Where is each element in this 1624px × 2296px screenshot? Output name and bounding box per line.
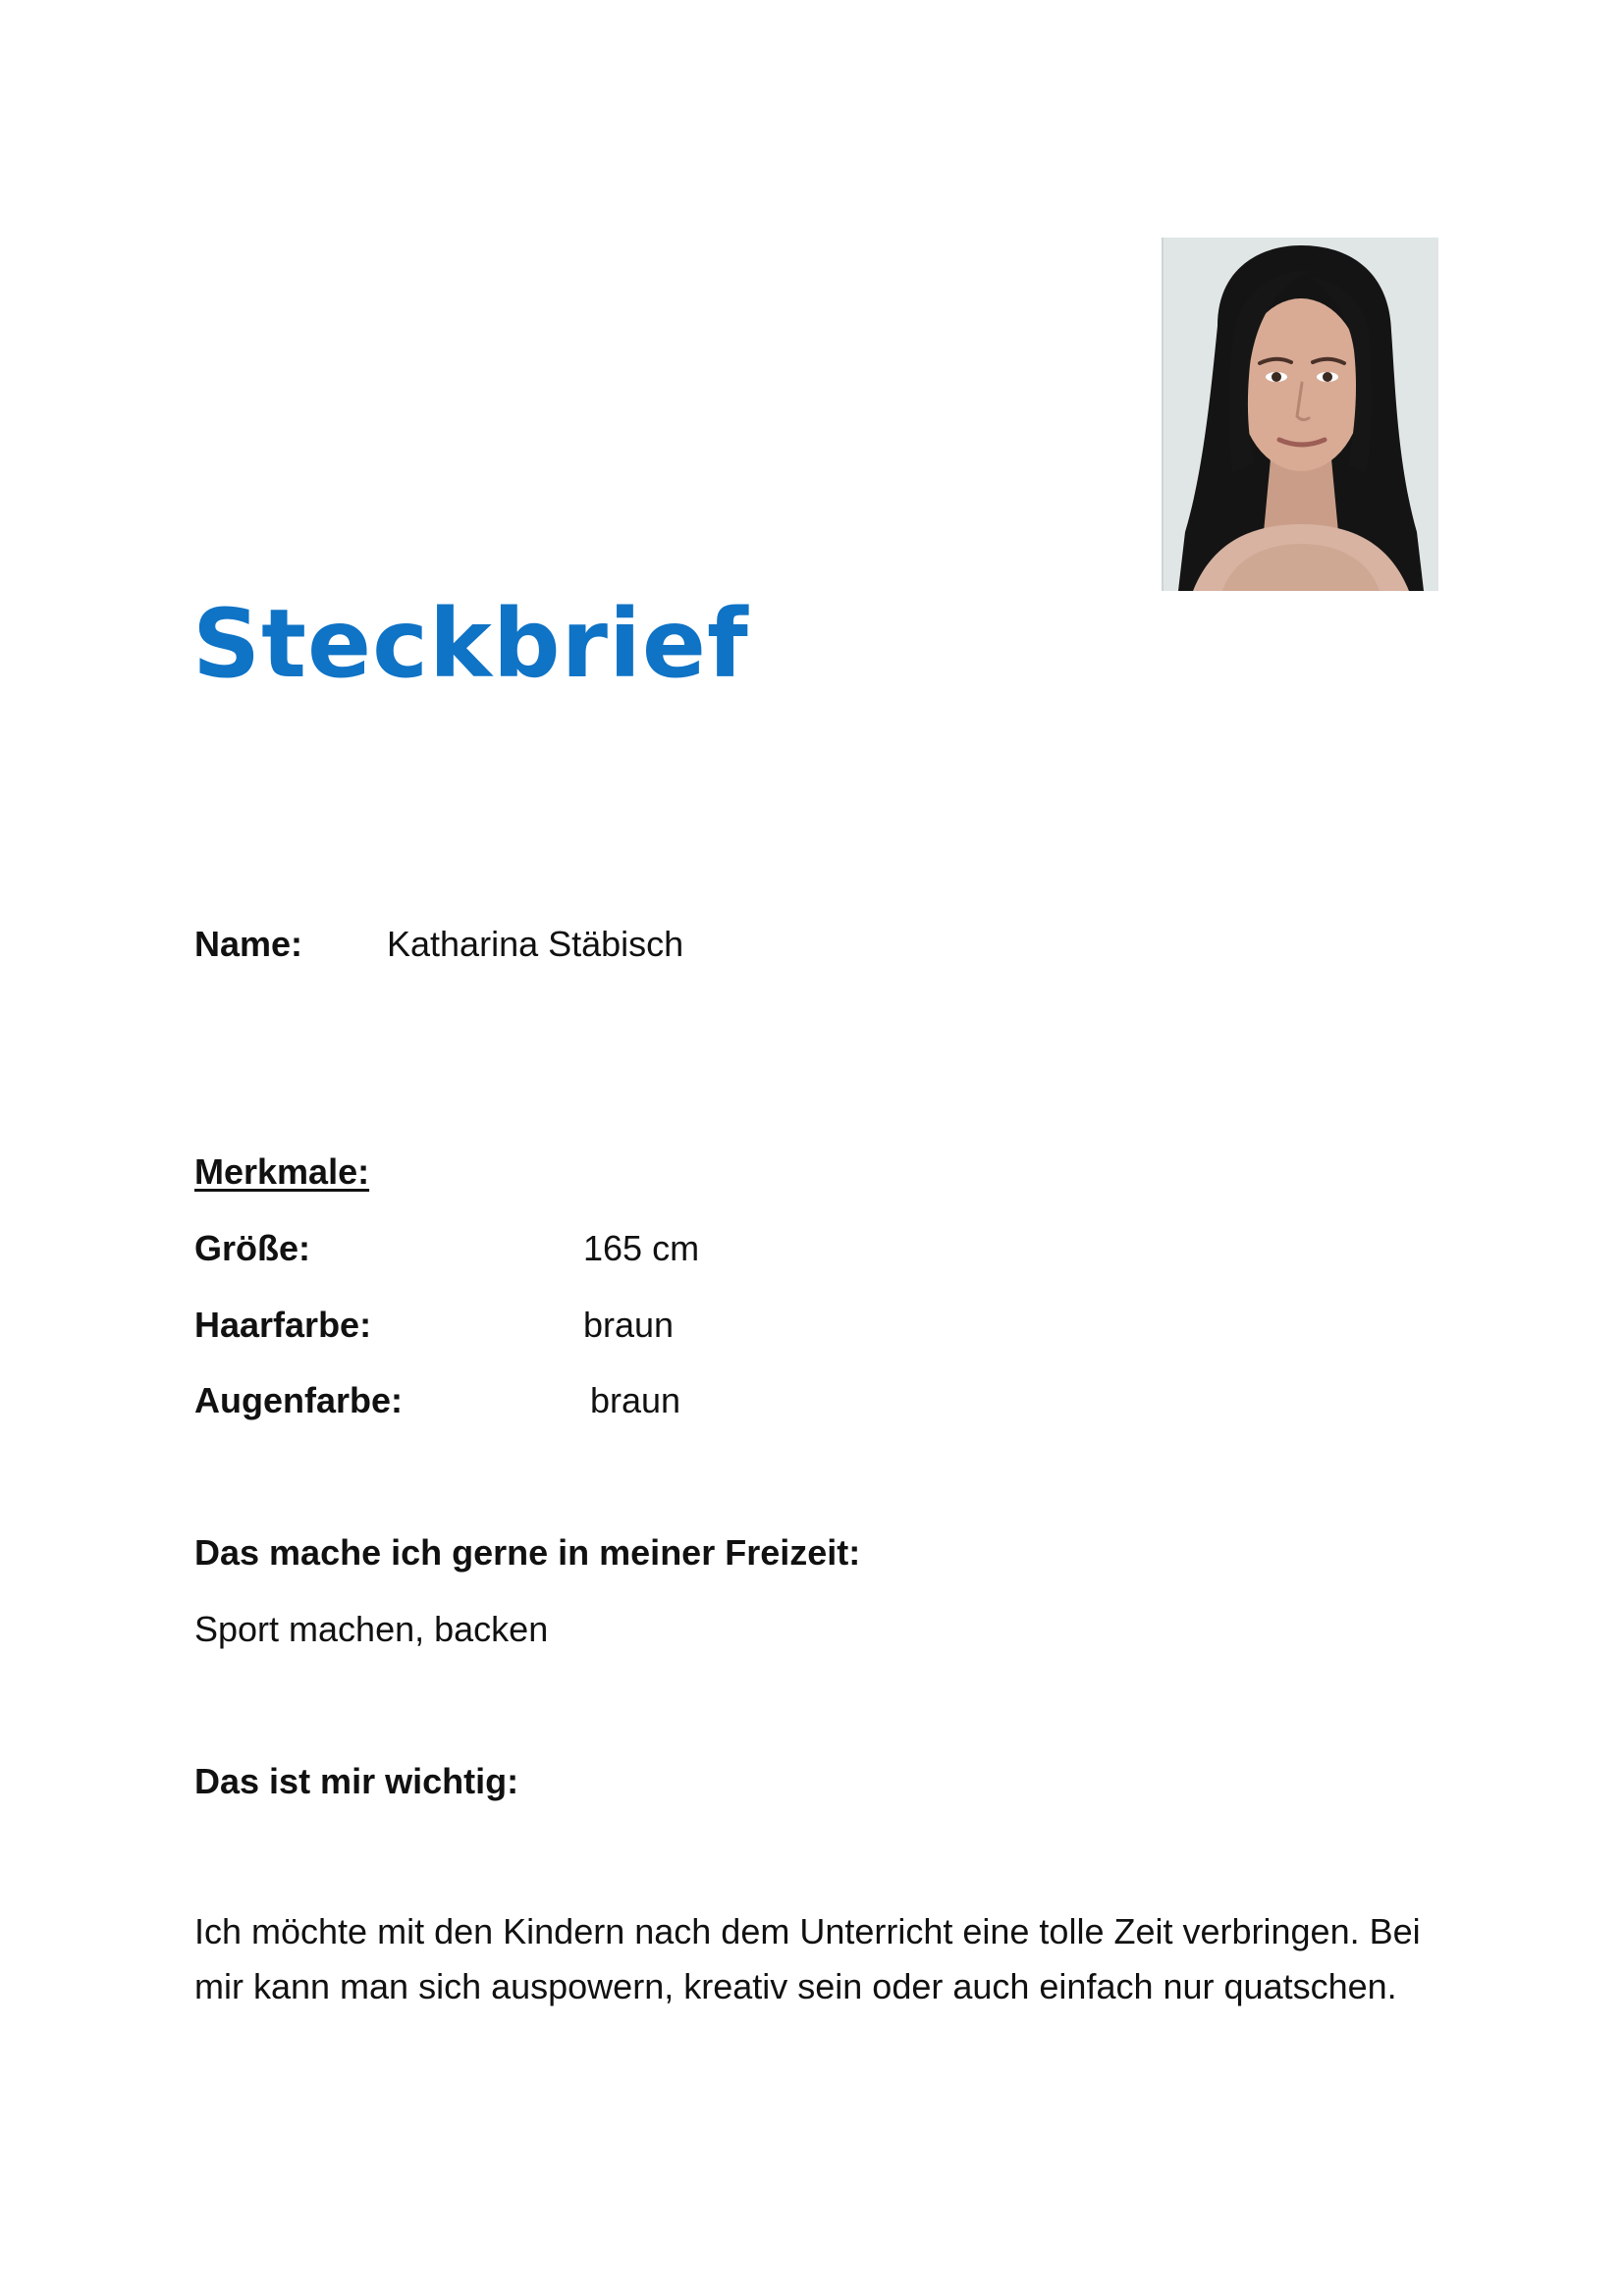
wichtig-text: Ich möchte mit den Kindern nach dem Unterricht eine tolle Zeit verbringen. Bei mir kann man sich auspowern, kreativ sein oder auch einfach nur quatschen.: [194, 1911, 1421, 2006]
page-title: Steckbrief: [192, 589, 749, 699]
name-value: Katharina Stäbisch: [387, 924, 684, 964]
augenfarbe-label: Augenfarbe:: [194, 1380, 404, 1420]
groesse-value: 165 cm: [583, 1228, 700, 1268]
name-label: Name:: [194, 924, 303, 964]
haarfarbe-label: Haarfarbe:: [194, 1305, 372, 1345]
wichtig-heading: Das ist mir wichtig:: [194, 1761, 519, 1801]
merkmale-heading: Merkmale:: [194, 1151, 370, 1192]
freizeit-heading: Das mache ich gerne in meiner Freizeit:: [194, 1532, 861, 1573]
portrait-photo: [1162, 238, 1438, 591]
freizeit-text: Sport machen, backen: [194, 1609, 549, 1649]
augenfarbe-value: braun: [590, 1380, 681, 1420]
groesse-label: Größe:: [194, 1228, 311, 1268]
haarfarbe-value: braun: [583, 1305, 675, 1345]
